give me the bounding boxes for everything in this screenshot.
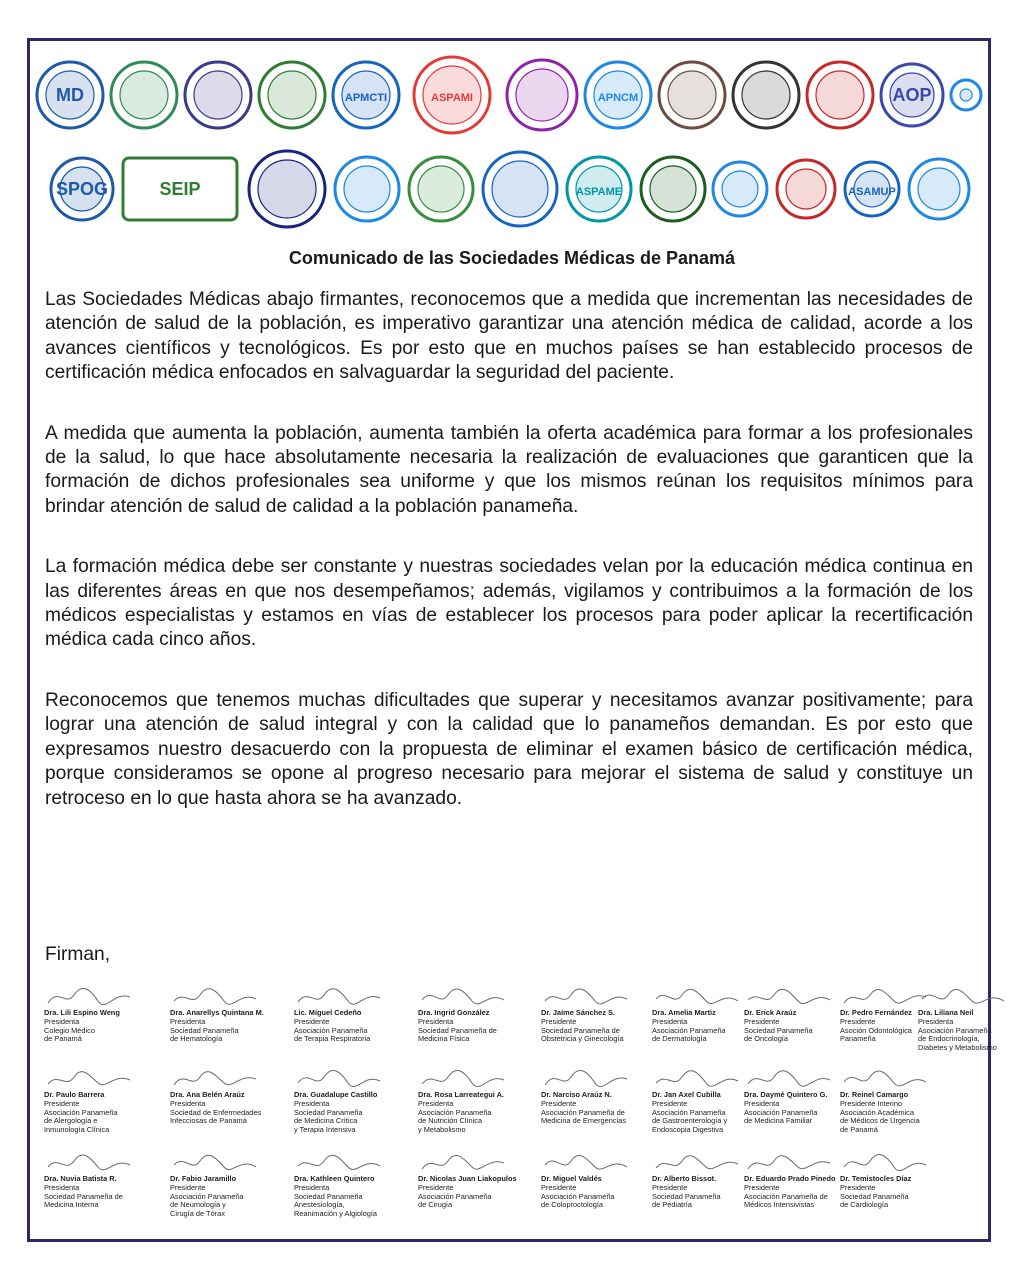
spara-logo-icon [246,148,328,230]
signatory-name: Lic. Miguel Cedeño [294,1008,362,1017]
signatory-role-line: de Cirugía [418,1200,453,1210]
seip-logo-icon [120,148,240,230]
signatory-role-line: Reanimación y Algiología [294,1209,377,1219]
signatory-block [44,985,164,1044]
signatories-block [44,985,997,1235]
apmcti-seal-label: APMCTI [344,92,388,104]
paragraph-3: La formación médica debe ser constante y nuestras sociedades velan por la educación médica continua en las diferentes áreas en que nos desempeñamos; además, vigilamos y contribuimos a la formación de los médicos especialistas y estamos en vías de establecer los procesos para poder aplicar la recertificación médica cada cinco años. [45,556,973,651]
signatory-block [44,1151,164,1210]
signatory-block [170,1151,290,1219]
handwritten-signature [744,985,834,1009]
handwritten-signature [170,1151,260,1175]
cardiologia-seal-icon [948,54,984,136]
signatory-role-line: Asociación Panameña [652,1025,726,1035]
signatory-name: Dr. Fabio Jaramillo [170,1174,237,1183]
signatory-name: Dr. Jan Axel Cubilla [652,1090,721,1099]
signatory-block [840,1151,960,1210]
closing-text: Firman, [45,944,111,965]
signatory-role-line: Sociedad de Enfermedades [170,1107,262,1117]
signatory-name: Dra. Ana Belén Araúz [170,1090,245,1099]
signatory-role-line: de Medicina Familiar [744,1116,813,1126]
signatory-role-line: Asociación Panameña [44,1107,118,1117]
signatory-name: Dr. Temistocles Díaz [840,1174,912,1183]
medicina-familiar-logo-icon [730,54,802,136]
signatory-block [44,1067,164,1135]
signatory-role-line: Sociedad Panameña [840,1191,909,1201]
handwritten-signature [44,1151,134,1175]
signatory-role-line: Presidente [744,1182,780,1192]
seal-colegio-medico-label: MD [56,85,84,105]
signatory-role-line: de Dermatología [652,1034,707,1044]
signatory-role-line: Sociedad Panameña [744,1025,813,1035]
signatory-block [418,1151,538,1210]
signatory-name: Dra. Lili Espino Weng [44,1008,120,1017]
signatory-role-line: Presidenta [294,1182,330,1192]
handwritten-signature [918,985,1008,1009]
signatory-role-line: Asociación Panameña [170,1191,244,1201]
signatory-role-line: Inmunología Clínica [44,1125,110,1135]
signatory-block [541,985,661,1044]
neumologia-seal-icon [332,148,402,230]
handwritten-signature [44,1067,134,1091]
asamup-logo-icon [842,148,902,230]
handwritten-signature [541,1151,631,1175]
signatory-role-line: Sociedad Panameña [652,1191,721,1201]
signatory-name: Dr. Nicolas Juan Liakopulos [418,1174,517,1183]
aop-logo-icon [878,54,946,136]
signatory-role-line: Sociedad Panameña [294,1191,363,1201]
handwritten-signature [652,985,742,1009]
signatory-role-line: Asociación Académica [840,1107,914,1117]
signatory-block [541,1067,661,1126]
signatory-role-line: Presidente [418,1182,454,1192]
signatory-role-line: de Gastroenterología y [652,1116,728,1126]
signatory-role-line: Colegio Médico [44,1025,95,1035]
society-logos [34,50,984,236]
handwritten-signature [541,985,631,1009]
coloproctologia-seal-icon [638,148,708,230]
handwritten-signature [840,1067,930,1091]
signatory-name: Dr. Eduardo Prado Pinedo [744,1174,836,1183]
apncm-logo-icon [582,54,654,136]
signatory-role-line: Asociación Panameña [541,1191,615,1201]
signatory-role-line: Presidente [840,1182,876,1192]
signatory-name: Dr. Pedro Fernández [840,1008,912,1017]
signatory-role-line: Asociación Panameña [744,1107,818,1117]
signatory-role-line: Presidenta [744,1098,780,1108]
signatory-role-line: de Neumología y [170,1200,226,1210]
aspame-logo-label: ASPAME [575,186,623,198]
signatory-name: Dra. Ingrid González [418,1008,490,1017]
signatory-role-line: Diabetes y Metabolismo [918,1043,997,1053]
signatory-role-line: Presidente [652,1182,688,1192]
signatory-role-line: Presidenta [918,1016,954,1026]
signatory-name: Dr. Alberto Bissot. [652,1174,717,1183]
logo-row-1 [34,50,984,142]
signatory-name: Dra. Anarellys Quintana M. [170,1008,264,1017]
apmcti-seal-icon [330,54,402,136]
signatory-role-line: de Oncología [744,1034,788,1044]
signatory-role-line: Sociedad Panameña de [541,1025,620,1035]
oncologia-logo-icon [710,148,770,230]
signatory-role-line: de Panamá [44,1034,82,1044]
logo-row-2 [34,144,984,236]
signatory-role-line: de Endocrinología, [918,1034,980,1044]
signatory-role-line: Asociación Panameña [918,1025,992,1035]
signatory-name: Dra. Amelia Martiz [652,1008,716,1017]
signatory-role-line: Presidenta [170,1016,206,1026]
signatory-name: Dra. Nuvia Batista R. [44,1174,117,1183]
signatory-role-line: de Cardiología [840,1200,889,1210]
signatory-role-line: de Médicos de Urgencia [840,1116,920,1126]
signatory-role-line: Presidente [44,1098,80,1108]
paragraph-1: Las Sociedades Médicas abajo firmantes, reconocemos que a medida que incrementan las necesidades de atención de salud de la población, es imperativo garantizar una atención médica de calidad, acorde a los avances científicos y tecnológicos. Es por esto que en muchos países se han establecido procesos de certificación médica enfocados en salvaguardar la seguridad del paciente. [45,289,973,384]
neurologia-flag-icon [774,148,838,230]
aspami-logo-icon [404,54,500,136]
signatory-block [294,1067,414,1135]
signatory-role-line: de Alergología e [44,1116,98,1126]
signatory-role-line: Medicina Física [418,1034,470,1044]
gastro-seal-icon [504,54,580,136]
asamup-logo-label: ASAMUP [848,186,896,198]
signatory-role-line: Presidente [294,1016,330,1026]
seal-colegio-medico-icon [34,54,106,136]
signatory-role-line: Presidente [840,1016,876,1026]
aspami-logo-label: ASPAMI [431,92,473,104]
signatory-role-line: Asociación Panameña [294,1025,368,1035]
signatory-role-line: Panameña [840,1034,876,1044]
document-title: Comunicado de las Sociedades Médicas de Panamá [288,248,736,268]
handwritten-signature [294,1067,384,1091]
signatory-role-line: Presidenta [44,1016,80,1026]
signatory-role-line: de Terapia Respiratoria [294,1034,371,1044]
document-body [45,288,973,847]
signatory-role-line: Médicos Intensivistas [744,1200,815,1210]
spog-logo-label: SPOG [55,179,109,199]
signatory-name: Dra. Daymé Quintero G. [744,1090,828,1099]
apncm-logo-label: APNCM [597,92,639,104]
handwritten-signature [294,985,384,1009]
signatory-role-line: Sociedad Panameña de [44,1191,123,1201]
signatory-role-line: Cirugía de Tórax [170,1209,225,1219]
signatory-block [840,1067,960,1135]
signatory-name: Dr. Narciso Araúz N. [541,1090,612,1099]
endocrinologia-seal-icon [906,148,972,230]
signatory-role-line: Asoción Odontológica [840,1025,912,1035]
signatory-role-line: y Terapia Intensiva [294,1125,356,1135]
signatory-role-line: Asociación Panameña [652,1107,726,1117]
handwritten-signature [744,1151,834,1175]
immunology-seal-icon [182,54,254,136]
signatory-role-line: y Metabolismo [418,1125,466,1135]
signatory-name: Dr. Miguel Valdés [541,1174,602,1183]
signatory-block [170,985,290,1044]
paragraph-4: Reconocemos que tenemos muchas dificultades que superar y necesitamos avanzar positivamente; para lograr una atención de salud integral y con la calidad que lo panameños demandan. Es por esto que expresamos nuestro desacuerdo con la propuesta de eliminar el examen básico de certificación médica, porque consideramos se opone al progreso necesario para mejorar el sistema de salud y constituye un retroceso en lo que hasta ahora se ha avanzado. [45,689,973,809]
signatory-name: Dra. Kathleen Quintero [294,1174,375,1183]
handwritten-signature [170,1067,260,1091]
handwritten-signature [294,1151,384,1175]
medicina-interna-seal-icon [256,54,328,136]
signatory-role-line: Endoscopia Digestiva [652,1125,724,1135]
signatory-role-line: Anestesiología, [294,1200,345,1210]
signatory-block [294,985,414,1044]
signatory-role-line: Asociación Panameña [418,1191,492,1201]
aop-logo-label: AOP [892,85,932,105]
signatory-block [918,985,1024,1053]
dermatologia-seal-icon [656,54,728,136]
signatory-role-line: de Pediatría [652,1200,692,1210]
signatory-role-line: de Medicina Crítica [294,1116,358,1126]
signatory-role-line: Asociación Panameña de [541,1107,625,1117]
signatory-role-line: Presidenta [170,1098,206,1108]
signatory-role-line: Obstetricia y Ginecología [541,1034,624,1044]
signatory-role-line: Medicina Interna [44,1200,99,1210]
signatory-role-line: Presidente [744,1016,780,1026]
signatory-role-line: Presidente [170,1182,206,1192]
signatory-role-line: Presidenta [418,1016,454,1026]
signatory-block [541,1151,661,1210]
spog-logo-icon [48,148,116,230]
signatory-role-line: de Hematología [170,1034,223,1044]
cirugia-seal-icon [480,148,560,230]
paragraph-2: A medida que aumenta la población, aumenta también la oferta académica para formar a los profesionales de la salud, lo que hace absolutamente necesaria la realización de evaluaciones que garanticen que la formación de dichos profesionales sea uniforme y que los mismos reúnan los requisitos mínimos para brindar atención de salud de calidad a la población panameña. [45,422,973,517]
signatory-role-line: Presidente [541,1182,577,1192]
handwritten-signature [44,985,134,1009]
signatory-role-line: de Nutrición Clínica [418,1116,483,1126]
signatory-block [294,1151,414,1219]
signatory-name: Dra. Rosa Larreategui A. [418,1090,504,1099]
signatory-role-line: de Panamá [840,1125,878,1135]
signatory-block [418,1067,538,1135]
signatory-role-line: Presidenta [44,1182,80,1192]
lungs-seal-icon [108,54,180,136]
handwritten-signature [418,1151,508,1175]
signatory-block [170,1067,290,1126]
signatory-role-line: Asociación Panameña de [744,1191,828,1201]
handwritten-signature [652,1151,742,1175]
signatory-role-line: Presidenta [294,1098,330,1108]
signatory-role-line: Sociedad Panameña [294,1107,363,1117]
signatory-role-line: Presidente Interino [840,1098,903,1108]
signatory-role-line: Presidenta [418,1098,454,1108]
signatory-role-line: de Coloproctología [541,1200,604,1210]
seip-logo-label: SEIP [159,179,201,199]
signatory-role-line: Presidente [652,1098,688,1108]
handwritten-signature [840,985,930,1009]
signatory-block [418,985,538,1044]
handwritten-signature [744,1067,834,1091]
signatory-role-line: Sociedad Panameña [170,1025,239,1035]
signatory-role-line: Presidente [541,1016,577,1026]
handwritten-signature [170,985,260,1009]
handwritten-signature [418,985,508,1009]
signatory-name: Dr. Reinel Camargo [840,1090,909,1099]
signatory-role-line: Asociación Panameña [418,1107,492,1117]
signatory-role-line: Presidente [541,1098,577,1108]
signatory-role-line: Infecciosas de Panamá [170,1116,247,1126]
signatory-name: Dr. Jaime Sánchez S. [541,1008,615,1017]
handwritten-signature [652,1067,742,1091]
signatory-role-line: Presidenta [652,1016,688,1026]
handwritten-signature [418,1067,508,1091]
emergencias-triangle-icon [804,54,876,136]
handwritten-signature [541,1067,631,1091]
aspame-logo-icon [564,148,634,230]
handwritten-signature [840,1151,930,1175]
pediatria-seal-icon [406,148,476,230]
signatory-name: Dr. Paulo Barrera [44,1090,105,1099]
signatory-name: Dra. Guadalupe Castillo [294,1090,378,1099]
signatory-role-line: Medicina de Emergencias [541,1116,627,1126]
signatory-role-line: Sociedad Panameña de [418,1025,497,1035]
signatory-name: Dr. Erick Araúz [744,1008,797,1017]
signatory-name: Dra. Liliana Neil [918,1008,974,1017]
